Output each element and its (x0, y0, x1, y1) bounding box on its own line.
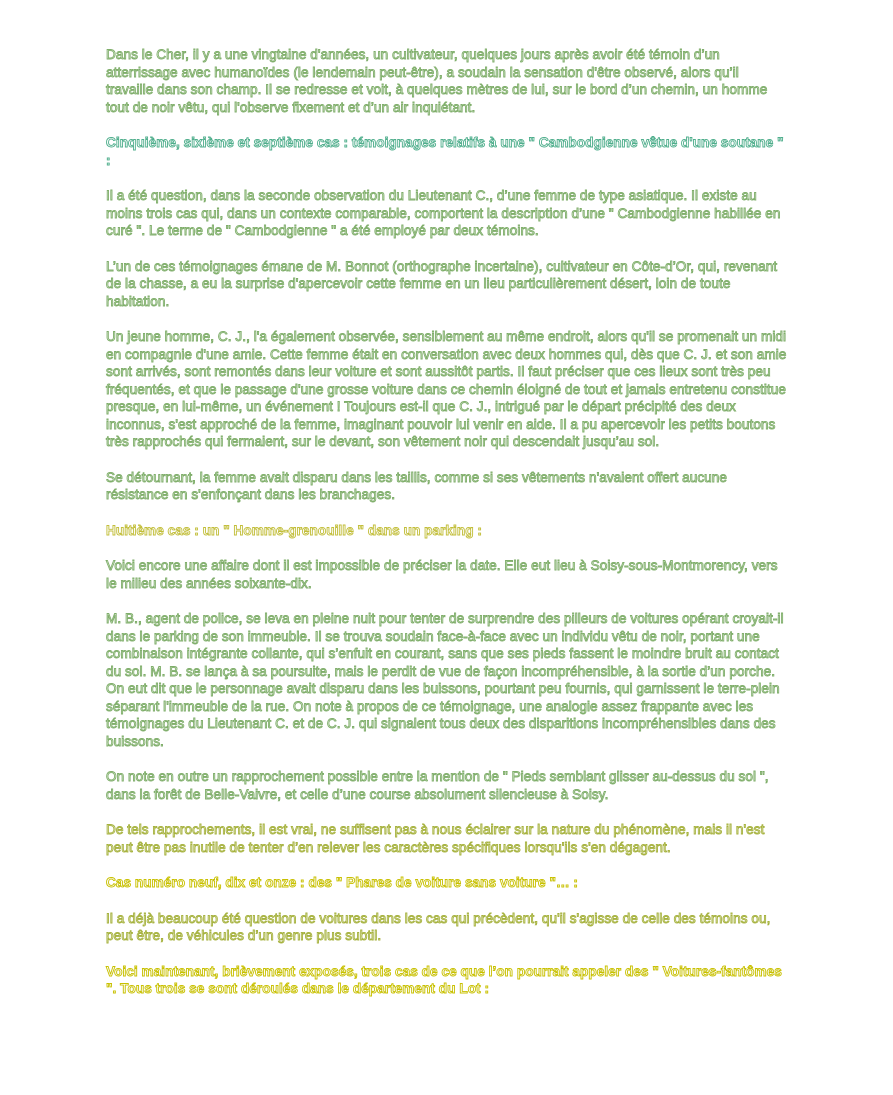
paragraph-cher-observation: Dans le Cher, il y a une vingtaine d'années, un cultivateur, quelques jours après avoir été témoin d’un atterrissage avec humanoïdes (le lendemain peut-être), a soudain la sensation d'être observé, alors qu’il travaille dans son champ. Il se redresse et voit, à quelques mètres de lui, sur le bord d’un chemin, un homme tout de noir vêtu, qui l'observe fixement et d’un air inquiétant. (106, 47, 768, 115)
paragraph-asian-woman: Il a été question, dans la seconde observation du Lieutenant C., d’une femme de type asiatique. Il existe au moins trois cas qui, dans un contexte comparable, comportent la description d’une " Cambodgienne habillée en curé ". Le terme de " Cambodgienne " a été employé par deux témoins. (106, 188, 781, 238)
paragraph-gliding-feet: On note en outre un rapprochement possible entre la mention de " Pieds semblant glisser au-dessus du sol ", dans la forêt de Belle-Vaivre, et celle d’une course absolument silencieuse à Soisy. (106, 769, 769, 802)
paragraph-bonnot-testimony: L’un de ces témoignages émane de M. Bonnot (orthographe incertaine), cultivateur en Côte-d’Or, qui, revenant de la chasse, a eu la surprise d'apercevoir cette femme en un lieu particulièrement désert, loin de toute habitation. (106, 258, 778, 309)
paragraph-police-agent: M. B., agent de police, se leva en pleine nuit pour tenter de surprendre des pilleurs de voitures opérant croyait-il dans le parking de son immeuble. Il se trouva soudain face-à-face avec un individu vêtu de noir, portant une combinaison intégrante collante, qui s’enfuit en courant, sans que ses pieds fassent le moindre bruit au contact du sol. M. B. se lança à sa poursuite, mais le perdit de vue de façon incompréhensible, à la sortie d’un porche. On eut dit que le personnage avait disparu dans les buissons, pourtant peu fournis, qui garnissent le terre-plein séparant l'immeuble de la rue. On note à propos de ce témoignage, une analogie assez frappante avec les témoignages du Lieutenant C. et de C. J. qui signalent tous deux des disparitions incompréhensibles dans des buissons. (106, 611, 784, 749)
paragraph-voitures-question: Il a déjà beaucoup été question de voitures dans les cas qui précèdent, qu'il s'agisse de celle des témoins ou, peut être, de véhicules d’un genre plus subtil. (106, 910, 771, 943)
heading-voitures-fantomes: Voici maintenant, brièvement exposés, trois cas de ce que l’on pourrait appeler des " Voitures-fantômes ". Tous trois se sont déroulés dans le département du Lot : (106, 963, 782, 996)
heading-cases-5-6-7: Cinquième, sixième et septième cas : témoignages relatifs à une " Cambodgienne vêtue d'une soutane " : (106, 135, 784, 168)
paragraph-soisy-date: Voici encore une affaire dont il est impossible de préciser la date. Elle eut lieu à Soisy-sous-Montmorency, vers le milieu des années soixante-dix. (106, 558, 778, 591)
paragraph-woman-disappeared: Se détournant, la femme avait disparu dans les taillis, comme si ses vêtements n'avaient offert aucune résistance en s'enfonçant dans les branchages. (106, 469, 727, 502)
heading-cases-9-10-11: Cas numéro neuf, dix et onze : des " Phares de voiture sans voiture "… : (106, 875, 578, 890)
paragraph-rapprochements: De tels rapprochements, il est vrai, ne suffisent pas à nous éclairer sur la nature du phénomène, mais il n'est peut être pas inutile de tenter d’en relever les caractères spécifiques lorsqu'ils s'en dégagent. (106, 822, 765, 855)
document-page (106, 46, 788, 1016)
paragraph-young-man-testimony: Un jeune homme, C. J., l'a également observée, sensiblement au même endroit, alors qu'il se promenait un midi en compagnie d'une amie. Cette femme était en conversation avec deux hommes qui, dès que C. J. et son amie sont arrivés, sont remontés dans leur voiture et sont aussitôt partis. Il faut préciser que ces lieux sont très peu fréquentés, et que le passage d'une grosse voiture dans ce chemin éloigné de tout et jamais entretenu constitue presque, en lui-même, un événement ! Toujours est-il que C. J., intrigué par le départ précipité des deux inconnus, s'est approché de la femme, imaginant pouvoir lui venir en aide. Il a pu apercevoir les petits boutons très rapprochés qui fermaient, sur le devant, son vêtement noir qui descendait jusqu’au sol. (106, 329, 787, 449)
heading-case-8: Huitième cas : un " Homme-grenouille " dans un parking : (106, 522, 482, 538)
